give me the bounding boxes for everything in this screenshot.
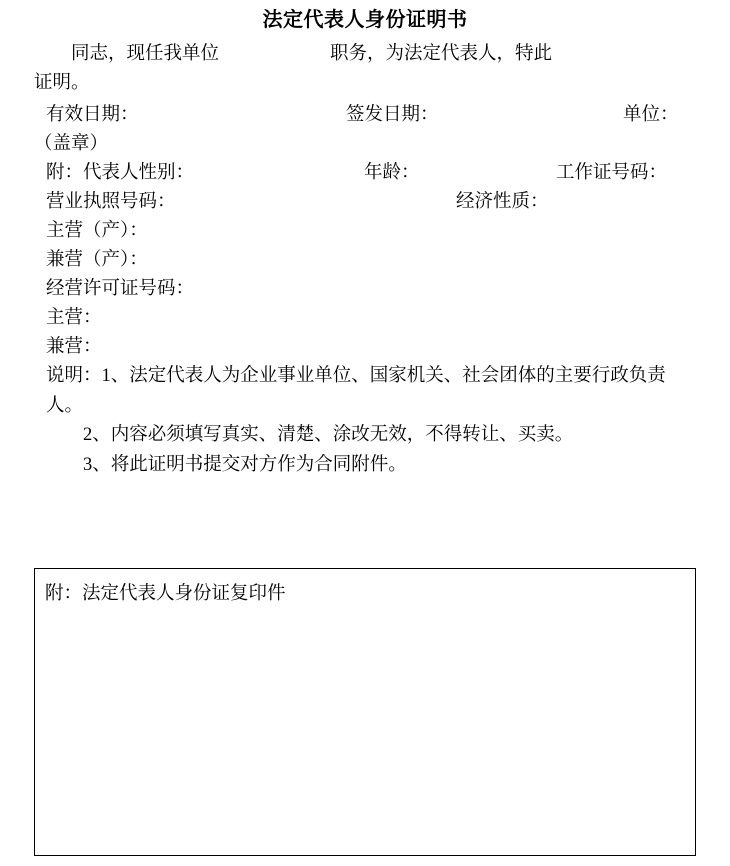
note-item-1: 说明：1、法定代表人为企业事业单位、国家机关、社会团体的主要行政负责人。 bbox=[46, 366, 666, 416]
label-work-id-number: 工作证号码： bbox=[556, 163, 668, 183]
label-unit: 单位： bbox=[623, 105, 679, 125]
label-main-business: 主营： bbox=[46, 308, 102, 328]
document-page bbox=[0, 6, 730, 866]
field-row-side-business bbox=[34, 333, 696, 362]
field-row-validity bbox=[34, 101, 696, 130]
intro-line-1 bbox=[34, 40, 696, 69]
intro-middle-text: 职务，为法定代表人，特此 bbox=[330, 44, 553, 64]
intro-blank-1 bbox=[219, 44, 330, 64]
label-operating-permit-number: 经营许可证号码： bbox=[46, 279, 195, 299]
label-issue-date: 签发日期： bbox=[346, 105, 439, 125]
label-representative-gender: 附：代表人性别： bbox=[46, 163, 195, 183]
field-row-side-product bbox=[34, 246, 696, 275]
field-row-permit bbox=[34, 275, 696, 304]
intro-prefix-text: 同志，现任我单位 bbox=[71, 44, 220, 64]
note-item-2: 2、内容必须填写真实、清楚、涂改无效，不得转让、买卖。 bbox=[83, 425, 574, 445]
label-main-product: 主营（产）： bbox=[46, 221, 148, 241]
field-row-seal bbox=[34, 130, 696, 159]
field-row-main-product bbox=[34, 217, 696, 246]
label-validity-date: 有效日期： bbox=[46, 105, 139, 125]
label-age: 年龄： bbox=[364, 163, 420, 183]
label-side-business: 兼营： bbox=[46, 337, 102, 357]
field-row-main-business bbox=[34, 304, 696, 333]
page-title: 法定代表人身份证明书 bbox=[262, 9, 468, 31]
field-row-appendix bbox=[34, 159, 696, 188]
label-seal: （盖章） bbox=[34, 134, 109, 154]
attachment-label: 附：法定代表人身份证复印件 bbox=[45, 584, 286, 604]
attachment-box bbox=[34, 568, 696, 856]
label-side-product: 兼营（产）： bbox=[46, 250, 148, 270]
label-business-license-number: 营业执照号码： bbox=[46, 192, 176, 212]
label-economic-nature: 经济性质： bbox=[456, 192, 549, 212]
field-row-license bbox=[34, 188, 696, 217]
intro-line-2: 证明。 bbox=[34, 73, 90, 93]
note-item-3: 3、将此证明书提交对方作为合同附件。 bbox=[83, 454, 407, 475]
